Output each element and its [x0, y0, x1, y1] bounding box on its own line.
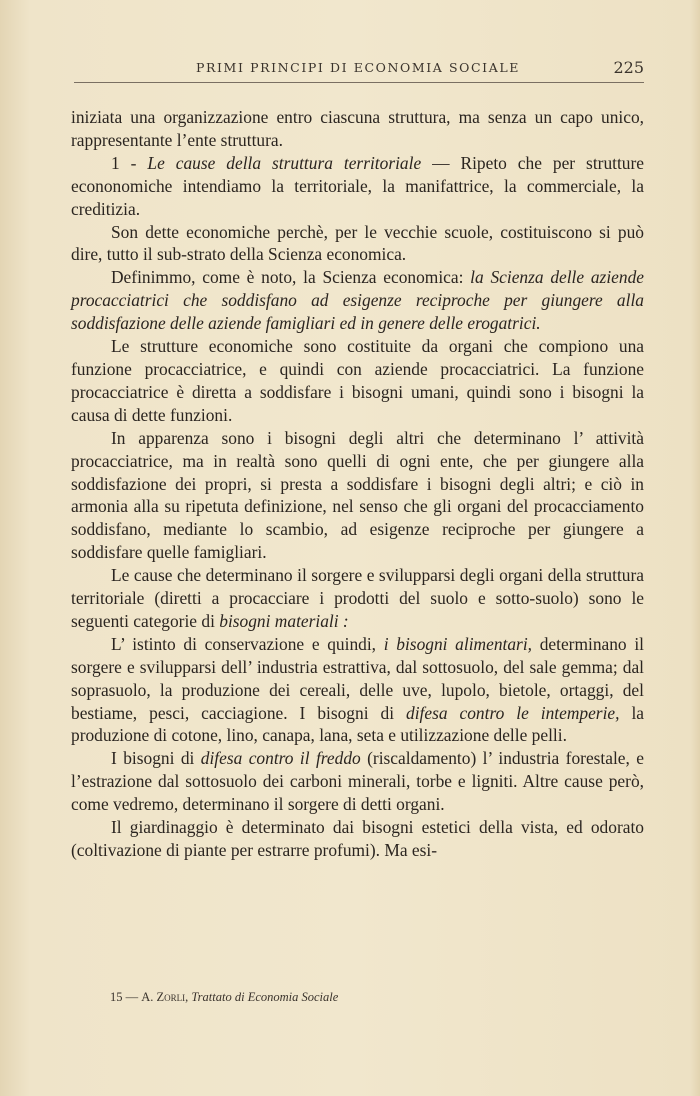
paragraph — [71, 564, 644, 633]
text-run: L’ istinto di conservazione e quindi, — [111, 633, 384, 654]
text-run: I bisogni di — [111, 748, 201, 769]
running-title: PRIMI PRINCIPI DI ECONOMIA SOCIALE — [196, 60, 520, 75]
book-title: Trattato di Economia Sociale — [191, 990, 339, 1004]
paragraph — [71, 152, 644, 221]
text-run: la produzione di cotone, lino, canapa, lana, seta e utilizzazione delle pelli. — [71, 702, 645, 746]
page-number: 225 — [613, 58, 644, 77]
italic-text: bisogni materiali : — [219, 610, 349, 631]
paragraph — [71, 106, 644, 152]
italic-text: difesa contro le intemperie, — [406, 702, 620, 723]
text-run: In apparenza sono i bisogni degli altri che determinano l’ attività procacciatrice, ma in realtà sono quelli di ogni ente, che per giungere alla soddisfazione dei propri, si presta a soddisfare i bisogni degli altri; e ciò in armonia alla su ripetuta definizione, nel senso che gli organi del procacciamento soddisfano, mediante lo scambio, ad esigenze reciproche per giungere a soddisfare quelle famigliari. — [71, 427, 644, 563]
text-run: determinano il sorgere e svilupparsi dell’ industria estrattiva, dal sottosuolo, del sale gemma; dal soprasuolo, la produzione dei cereali, delle uve, lupolo, bietole, ortaggi, del bestiame, pesci, cacciagione. I bisogni di — [71, 633, 644, 723]
signature-mark: 15 — — [110, 990, 142, 1004]
paragraph — [71, 816, 644, 862]
italic-text: Le cause della struttura territoriale — [147, 152, 422, 173]
author-name: A. Zorli, — [141, 990, 189, 1004]
italic-text: i bisogni alimentari, — [383, 633, 532, 654]
paragraph — [71, 633, 644, 748]
text-run: (riscaldamento) l’ industria forestale, e l’estrazione dal sottosuolo dei carboni minerali, torbe e ligniti. Altre cause però, come vedremo, determinano il sorgere di detti organi. — [71, 748, 645, 815]
text-run: Le strutture economiche sono costituite da organi che compiono una funzione procacciatrice, e quindi con aziende procacciatrici. La funzione procacciatrice è diretta a soddisfare i bisogni umani, quindi sono i bisogni la causa di dette funzioni. — [71, 336, 644, 425]
italic-text: difesa contro il freddo — [200, 748, 361, 769]
text-run: iniziata una organizzazione entro ciascuna struttura, ma senza un capo unico, rappresentante l’ente struttura. — [71, 107, 644, 150]
text-run: 1 - — [111, 152, 148, 173]
text-run: — Ripeto che per strutture econonomiche intendiamo la territoriale, la manifattrice, la commerciale, la creditizia. — [71, 152, 645, 219]
paragraph — [71, 747, 644, 816]
paragraph — [71, 221, 644, 267]
body-text — [71, 106, 644, 862]
paragraph — [71, 335, 644, 427]
italic-text: la Scienza delle aziende procacciatrici che soddisfano ad esigenze reciproche per giungere alla soddisfazione delle aziende famigliari ed in genere delle erogatrici. — [71, 267, 644, 334]
paragraph — [71, 427, 644, 564]
header-rule — [74, 82, 644, 83]
text-run: Le cause che determinano il sorgere e svilupparsi degli organi della struttura territoriale (diretti a procacciare i prodotti del suolo e sotto-suolo) sono le seguenti categorie di — [71, 565, 644, 631]
text-run: Son dette economiche perchè, per le vecchie scuole, costituiscono si può dire, tutto il sub-strato della Scienza economica. — [71, 221, 644, 265]
running-header — [74, 58, 644, 82]
text-run: Il giardinaggio è determinato dai bisogni estetici della vista, ed odorato (coltivazione di piante per estrarre profumi). Ma esi- — [71, 817, 644, 860]
footer-signature-line — [110, 990, 338, 1005]
text-run: Definimmo, come è noto, la Scienza economica: — [111, 267, 471, 288]
paragraph — [71, 266, 644, 335]
